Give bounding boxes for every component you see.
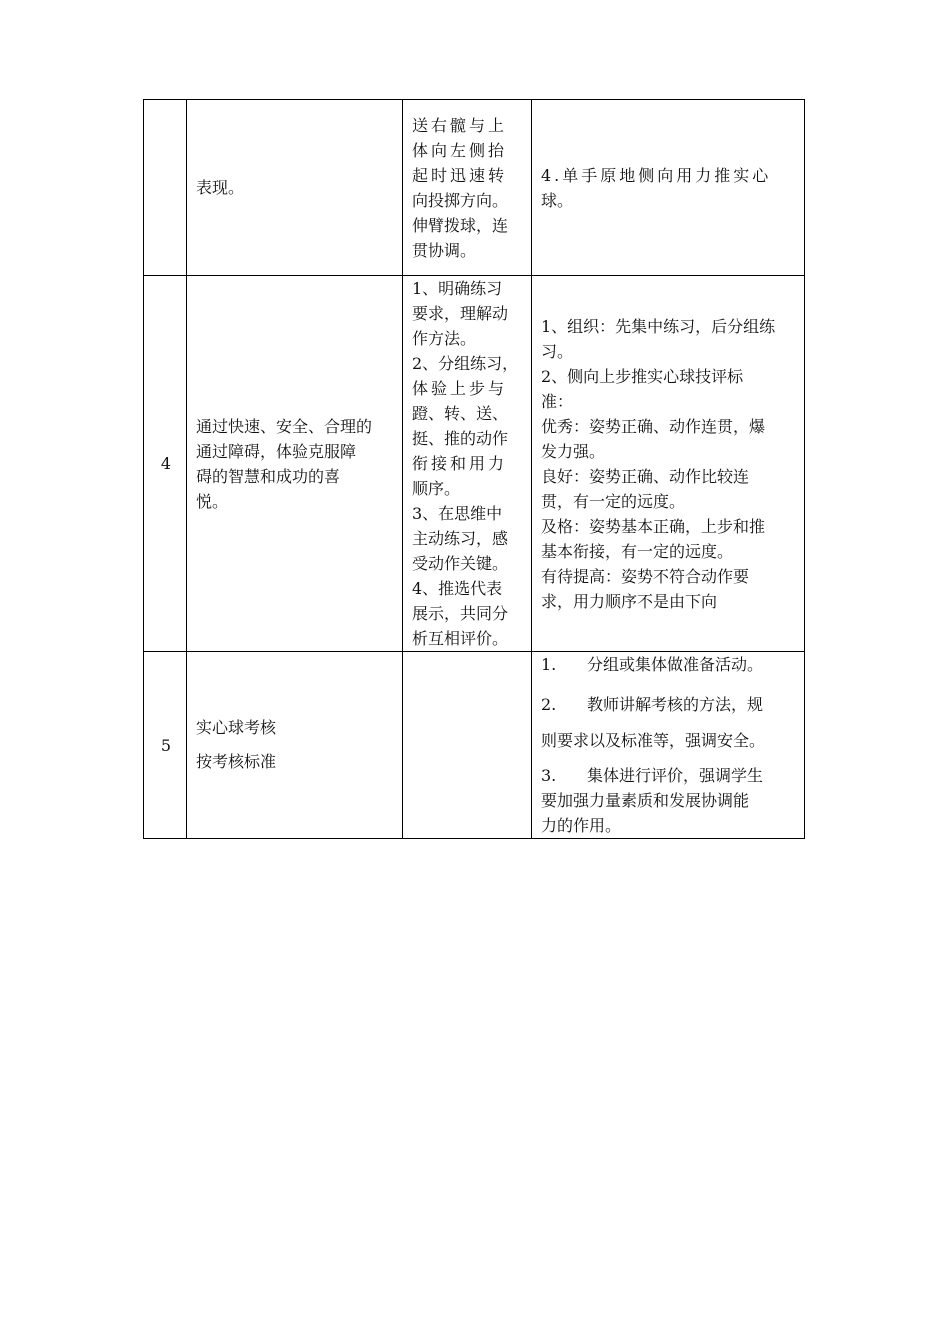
goal-line: 碍的智慧和成功的喜: [196, 466, 341, 486]
goal-line: 通过障碍，体验克服障: [196, 441, 357, 461]
method-cell: [403, 652, 532, 839]
eval-line: 及格：姿势基本正确，上步和推: [541, 516, 766, 536]
eval-line: 习。: [541, 341, 574, 361]
eval-cell: [532, 652, 805, 839]
goal-cell: [187, 652, 403, 839]
method-line: 4、推选代表: [412, 579, 503, 598]
eval-line: 良好：姿势正确、动作比较连: [541, 466, 750, 486]
method-line: 起时迅速转: [412, 165, 508, 185]
goal-line: 表现。: [196, 178, 245, 197]
item-number: 3.: [541, 766, 557, 785]
method-line: 作方法。: [412, 329, 477, 348]
item-number: 2.: [541, 695, 557, 714]
row-number-cell: [144, 100, 187, 276]
eval-line: 基本衔接，有一定的远度。: [541, 541, 734, 561]
table-row: [144, 100, 805, 276]
eval-line: 要加强力量素质和发展协调能: [541, 791, 750, 810]
method-line: 析互相评价。: [412, 629, 509, 648]
method-cell: [403, 100, 532, 276]
goal-line: 通过快速、安全、合理的: [196, 416, 373, 436]
eval-line: 集体进行评价，强调学生: [587, 766, 764, 785]
method-line: 要求，理解动: [412, 304, 509, 323]
eval-line: 教师讲解考核的方法，规: [587, 695, 764, 714]
method-line: 向投掷方向。: [412, 190, 509, 210]
method-line: 贯协调。: [412, 240, 477, 260]
method-line: 顺序。: [412, 479, 461, 498]
eval-item: [541, 652, 797, 677]
method-line: 展示，共同分: [412, 604, 509, 623]
method-line: 受动作关键。: [412, 554, 509, 573]
eval-line: 1、组织：先集中练习，后分组练: [541, 316, 776, 336]
row-number-cell: 4: [144, 276, 187, 652]
goal-line: 按考核标准: [196, 752, 277, 771]
eval-line: 贯，有一定的远度。: [541, 491, 686, 511]
row-number-cell: 5: [144, 652, 187, 839]
method-line: 3、在思维中: [412, 504, 503, 523]
item-number: 1.: [541, 655, 557, 674]
method-line: 体向左侧抬: [412, 140, 508, 160]
eval-line: 力的作用。: [541, 816, 622, 835]
goal-line: 悦。: [196, 491, 229, 511]
method-line: 送右髋与上: [412, 115, 508, 135]
eval-line: 2、侧向上步推实心球技评标: [541, 366, 744, 386]
method-line: 蹬、转、送、: [412, 404, 509, 423]
eval-line: 则要求以及标准等，强调安全。: [541, 731, 766, 750]
method-line: 挺、推的动作: [412, 429, 509, 448]
eval-cell: [532, 276, 805, 652]
lesson-plan-table: [143, 99, 805, 839]
method-line: 衔接和用力: [412, 454, 508, 473]
table-row: [144, 276, 805, 652]
eval-line: 发力强。: [541, 441, 606, 461]
eval-cell: [532, 100, 805, 276]
eval-line: 优秀：姿势正确、动作连贯，爆: [541, 416, 766, 436]
goal-cell: [187, 276, 403, 652]
eval-line: 分组或集体做准备活动。: [587, 655, 764, 674]
method-line: 2、分组练习，: [412, 354, 519, 373]
goal-line: 实心球考核: [196, 718, 277, 737]
method-line: 伸臂拨球，连: [412, 215, 509, 235]
eval-line: 有待提高：姿势不符合动作要: [541, 566, 750, 586]
eval-line: 求，用力顺序不是由下向: [541, 591, 718, 611]
goal-cell: [187, 100, 403, 276]
method-line: 1、明确练习: [412, 279, 503, 298]
eval-line: 球。: [541, 190, 574, 210]
eval-item: [541, 687, 797, 759]
table-row: [144, 652, 805, 839]
eval-line: 4.单手原地侧向用力推实心: [541, 165, 772, 185]
eval-item: [541, 763, 797, 838]
method-line: 体验上步与: [412, 379, 508, 398]
eval-line: 准：: [541, 391, 574, 411]
method-cell: [403, 276, 532, 652]
method-line: 主动练习，感: [412, 529, 509, 548]
